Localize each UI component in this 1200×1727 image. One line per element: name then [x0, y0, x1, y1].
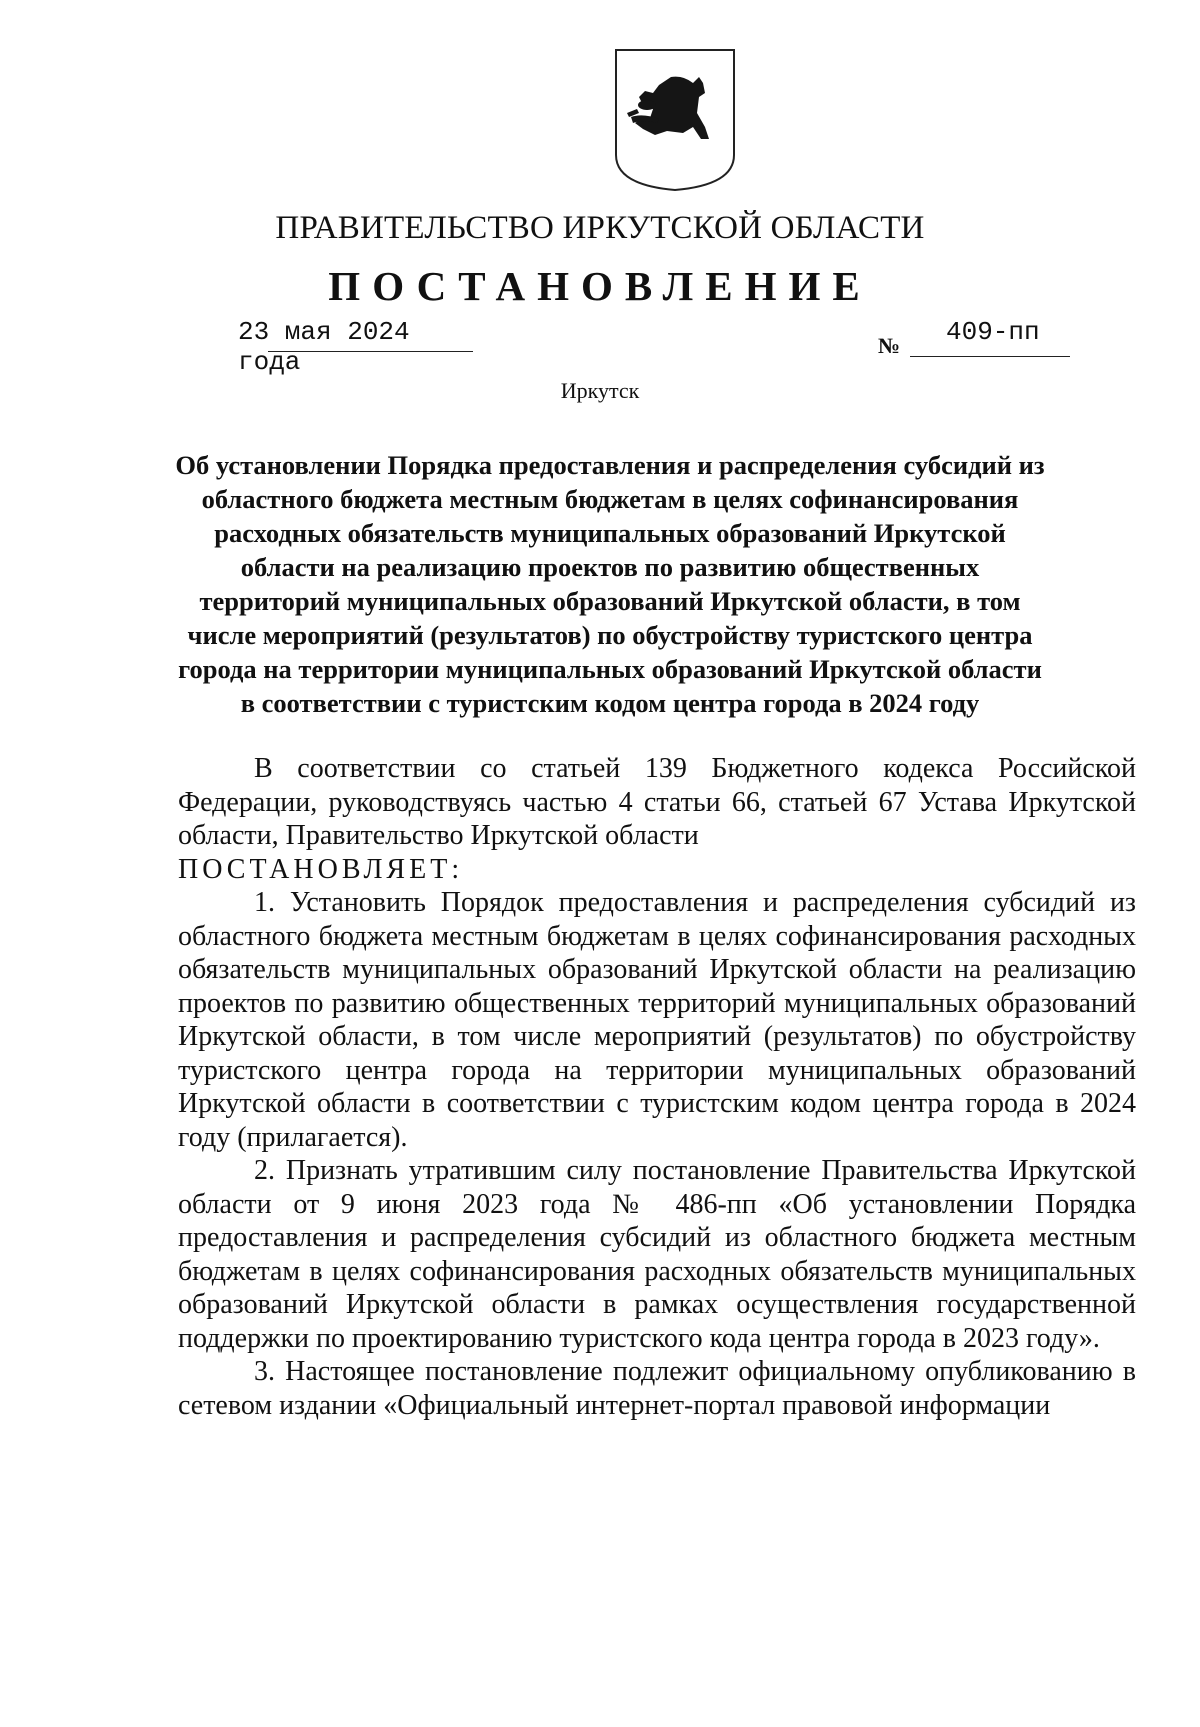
resolve-heading: ПОСТАНОВЛЯЕТ: [178, 853, 464, 885]
preamble-paragraph: В соответствии со статьей 139 Бюджетного кодекса Российской Федерации, руководствуясь частью 4 статьи 66, статьей 67 Устава Иркутской области, Правительство Иркутской области [178, 753, 1136, 851]
item-paragraph-2: 2. Признать утратившим силу постановление Правительства Иркутской области от 9 июня 2023 года № 486-пп «Об установлении Порядка предоставления и распределения субсидий из областного бюджета местным бюджетам в целях софинансирования расходных обязательств муниципальных образований Иркутской области в рамках осуществления государственной поддержки по проектированию туристского кода центра города в 2023 году». [178, 1155, 1136, 1354]
number-underline [910, 356, 1070, 357]
city-name: Иркутск [560, 378, 640, 403]
item-paragraph-1: 1. Установить Порядок предоставления и распределения субсидий из областного бюджета местным бюджетам в целях софинансирования расходных обязательств муниципальных образований Иркутской области на реализацию проектов по развитию общественных территорий муниципальных образований Иркутской области, в том числе мероприятий (результатов) по обустройству туристского центра города на территории муниципальных образований Иркутской области в соответствии с туристским кодом центра города в 2024 году (прилагается). [178, 887, 1136, 1153]
document-type-heading: ПОСТАНОВЛЕНИЕ [328, 263, 872, 309]
document-date: 23 мая 2024 года [238, 317, 410, 377]
authority-name: ПРАВИТЕЛЬСТВО ИРКУТСКОЙ ОБЛАСТИ [275, 210, 925, 246]
document-body [178, 752, 1136, 1422]
document-title: Об установлении Порядка предоставления и распределения субсидий из областного бюджета местным бюджетам в целях софинансирования расходных обязательств муниципальных образований Иркутской области на реализацию проектов по развитию общественных территорий муниципальных образований Иркутской области, в том числе мероприятий (результатов) по обустройству туристского центра города на территории муниципальных образований Иркутской области в соответствии с туристским кодом центра города в 2024 году [175, 450, 1045, 718]
number-sign: № [878, 333, 901, 358]
document-date-line [238, 317, 473, 377]
date-underline [268, 351, 473, 352]
irkutsk-coat-of-arms-emblem [613, 47, 737, 193]
document-number: 409-пп [946, 317, 1040, 347]
item-paragraph-3: 3. Настоящее постановление подлежит официальному опубликованию в сетевом издании «Официальный интернет-портал правовой информации [178, 1356, 1136, 1421]
